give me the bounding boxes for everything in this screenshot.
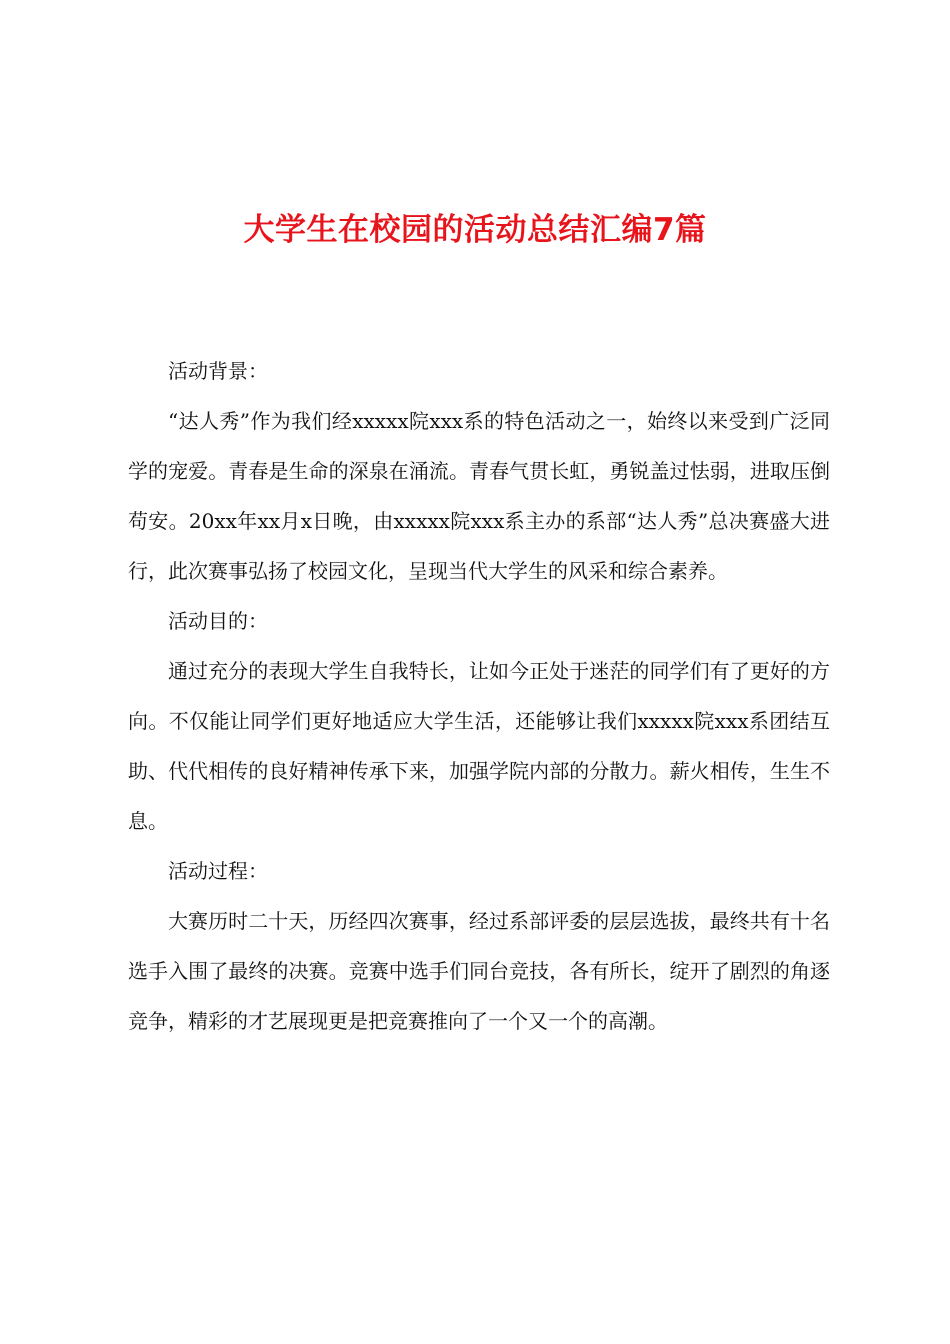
section-heading-process: 活动过程：	[168, 859, 268, 883]
paragraph-background: “达人秀”作为我们经xxxxx院xxx系的特色活动之一，始终以来受到广泛同学的宠爱。青春是生命的深泉在涌流。青春气贯长虹，勇锐盖过怯弱，进取压倒苟安。20xx年xx月x日晚，由xxxxx院xxx系主办的系部“达人秀”总决赛盛大进行，此次赛事弘扬了校园文化，呈现当代大学生的风采和综合素养。	[128, 409, 830, 583]
paragraph-process: 大赛历时二十天，历经四次赛事，经过系部评委的层层选拔，最终共有十名选手入围了最终的决赛。竞赛中选手们同台竞技，各有所长，绽开了剧烈的角逐竞争，精彩的才艺展现更是把竞赛推向了一个又一个的高潮。	[128, 909, 830, 1033]
document-body	[128, 346, 830, 1046]
section-heading-purpose: 活动目的：	[168, 609, 268, 633]
paragraph-purpose: 通过充分的表现大学生自我特长，让如今正处于迷茫的同学们有了更好的方向。不仅能让同学们更好地适应大学生活，还能够让我们xxxxx院xxx系团结互助、代代相传的良好精神传承下来，加强学院内部的分散力。薪火相传，生生不息。	[128, 659, 830, 833]
section-heading-background: 活动背景：	[168, 359, 268, 383]
document-title: 大学生在校园的活动总结汇编7篇	[243, 212, 707, 248]
